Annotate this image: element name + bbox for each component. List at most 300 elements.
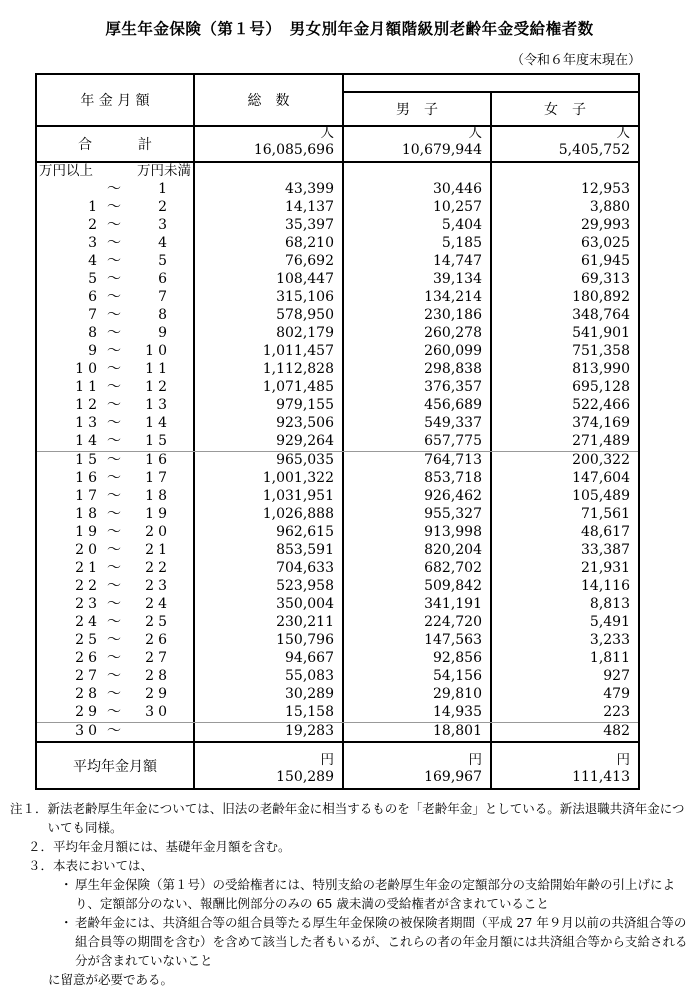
male-count-cell: 10,257 (344, 199, 492, 217)
male-count-cell: 298,838 (344, 361, 492, 379)
average-row-label: 平均年金月額 (37, 743, 195, 788)
total-count-cell: 76,692 (195, 253, 344, 271)
total-count-cell: 230,211 (195, 614, 344, 632)
female-count-cell: 105,489 (572, 488, 630, 504)
range-tilde: ～ (107, 668, 121, 684)
unit-persons: 人 (616, 125, 630, 141)
total-count-cell: 1,011,457 (195, 343, 344, 361)
range-cell (37, 488, 195, 506)
range-upper-value: 8 (158, 307, 171, 323)
range-tilde: ～ (107, 723, 121, 739)
range-tilde: ～ (107, 361, 121, 377)
range-tilde: ～ (107, 542, 121, 558)
table-row (37, 632, 638, 650)
table-row (37, 614, 638, 632)
table-row (37, 415, 638, 433)
range-lower-value: 6 (88, 289, 101, 305)
range-lower-value: 15 (75, 452, 101, 468)
range-lower-value: 16 (75, 470, 101, 486)
male-count-cell: 54,156 (344, 668, 492, 686)
range-tilde: ～ (107, 488, 121, 504)
male-count-cell: 92,856 (344, 650, 492, 668)
female-count-cell: 927 (603, 668, 630, 684)
female-count-cell: 223 (603, 704, 630, 720)
total-count-cell: 30,289 (195, 686, 344, 704)
table-row (37, 343, 638, 361)
range-data-block (37, 163, 638, 743)
footnote-3-bullet-1-text: 厚生年金保険（第１号）の受給権者には、特別支給の老齢厚生年金の定額部分の支給開始年齢の引上げにより、定額部分のない、報酬比例部分のみの 65 歳未満の受給権者が含まれていること (75, 877, 676, 911)
female-count-cell: 63,025 (581, 235, 630, 251)
unit-yen: 円 (320, 752, 334, 768)
range-upper-value: 11 (145, 361, 171, 377)
total-count-cell: 979,155 (195, 397, 344, 415)
female-count-cell: 479 (603, 686, 630, 702)
total-count-cell: 1,031,951 (195, 488, 344, 506)
female-count-cell: 180,892 (572, 289, 630, 305)
table-row (37, 704, 638, 722)
table-row (37, 596, 638, 614)
range-cell (37, 253, 195, 271)
male-count-cell: 5,185 (344, 235, 492, 253)
table-row (37, 578, 638, 596)
total-all-cell (195, 127, 344, 161)
footnote-3-bullet-2 (60, 913, 693, 970)
female-count-cell: 48,617 (581, 524, 630, 540)
range-cell (37, 704, 195, 722)
total-count-cell: 68,210 (195, 235, 344, 253)
range-upper-value: 23 (145, 578, 171, 594)
table-row (37, 361, 638, 379)
range-cell (37, 596, 195, 614)
total-count-cell: 150,796 (195, 632, 344, 650)
male-count-cell: 913,998 (344, 524, 492, 542)
total-count-cell: 15,158 (195, 704, 344, 722)
average-row (37, 743, 638, 788)
range-cell (37, 235, 195, 253)
table-row (37, 524, 638, 542)
total-count-cell: 523,958 (195, 578, 344, 596)
female-count-cell: 8,813 (589, 596, 630, 612)
female-count-cell: 14,116 (581, 578, 630, 594)
female-count-cell: 69,313 (581, 271, 630, 287)
total-female-cell (492, 127, 638, 161)
male-count-cell: 230,186 (344, 307, 492, 325)
range-lower-value: 17 (75, 488, 101, 504)
total-count-cell: 1,026,888 (195, 506, 344, 524)
header-gender-group (344, 75, 638, 125)
total-count-cell: 94,667 (195, 650, 344, 668)
total-count-cell: 1,001,322 (195, 470, 344, 488)
range-unit-upper-label: 万円未満 (137, 163, 191, 179)
male-count-cell: 29,810 (344, 686, 492, 704)
range-upper-value: 24 (145, 596, 171, 612)
range-upper-value: 21 (145, 542, 171, 558)
table-row (37, 542, 638, 560)
range-cell (37, 361, 195, 379)
range-cell (37, 181, 195, 199)
range-lower-value: 26 (75, 650, 101, 666)
table-row (37, 506, 638, 524)
range-tilde: ～ (107, 596, 121, 612)
male-count-cell: 549,337 (344, 415, 492, 433)
range-tilde: ～ (107, 452, 121, 468)
male-count-cell: 39,134 (344, 271, 492, 289)
grand-total-row (37, 127, 638, 163)
average-all-cell (195, 743, 344, 788)
female-count-cell: 5,491 (589, 614, 630, 630)
table-row (37, 181, 638, 199)
total-count-cell: 962,615 (195, 524, 344, 542)
range-cell (37, 578, 195, 596)
female-count-cell: 71,561 (581, 506, 630, 522)
table-row (37, 217, 638, 235)
range-tilde: ～ (107, 181, 121, 197)
table-row (37, 253, 638, 271)
range-tilde: ～ (107, 433, 121, 449)
range-upper-value: 2 (158, 199, 171, 215)
range-cell (37, 686, 195, 704)
range-cell (37, 343, 195, 361)
total-count-cell: 802,179 (195, 325, 344, 343)
male-count-cell: 14,747 (344, 253, 492, 271)
range-cell (37, 650, 195, 668)
range-cell (37, 668, 195, 686)
female-count-cell: 21,931 (581, 560, 630, 576)
range-tilde: ～ (107, 271, 121, 287)
total-count-cell: 929,264 (195, 433, 344, 451)
range-tilde: ～ (107, 470, 121, 486)
range-cell (37, 325, 195, 343)
female-count-cell: 12,953 (581, 181, 630, 197)
range-tilde: ～ (107, 379, 121, 395)
range-tilde: ～ (107, 632, 121, 648)
range-upper-value: 16 (145, 452, 171, 468)
range-upper-value: 14 (145, 415, 171, 431)
range-cell (37, 614, 195, 632)
range-upper-value: 19 (145, 506, 171, 522)
range-cell (37, 632, 195, 650)
range-tilde: ～ (107, 199, 121, 215)
range-lower-value: 22 (75, 578, 101, 594)
range-upper-value: 3 (158, 217, 171, 233)
range-tilde: ～ (107, 560, 121, 576)
range-lower-value: 30 (75, 723, 101, 739)
table-row (37, 488, 638, 506)
male-count-cell: 147,563 (344, 632, 492, 650)
male-count-cell: 376,357 (344, 379, 492, 397)
total-count-cell: 14,137 (195, 199, 344, 217)
female-count-cell: 522,466 (572, 397, 630, 413)
range-lower-value: 8 (88, 325, 101, 341)
range-cell (37, 506, 195, 524)
female-count-cell: 200,322 (572, 452, 630, 468)
range-cell (37, 723, 195, 741)
range-tilde: ～ (107, 650, 121, 666)
total-count-cell: 1,071,485 (195, 379, 344, 397)
table-header-row (37, 75, 638, 127)
total-all-value: 16,085,696 (253, 142, 334, 158)
total-count-cell: 853,591 (195, 542, 344, 560)
range-tilde: ～ (107, 578, 121, 594)
range-lower-value: 21 (75, 560, 101, 576)
table-row (37, 289, 638, 307)
female-count-cell: 813,990 (572, 361, 630, 377)
range-tilde: ～ (107, 307, 121, 323)
range-lower-value: 28 (75, 686, 101, 702)
average-female-cell (492, 743, 638, 788)
footnote-1-label: 注１． (10, 801, 48, 816)
range-lower-value: 9 (88, 343, 101, 359)
range-tilde: ～ (107, 235, 121, 251)
total-female-value: 5,405,752 (558, 142, 630, 158)
range-cell (37, 289, 195, 307)
footnote-2-text: 平均年金月額には、基礎年金月額を含む。 (53, 839, 291, 854)
range-lower-value: 5 (88, 271, 101, 287)
unit-persons: 人 (468, 125, 482, 141)
unit-yen: 円 (616, 752, 630, 768)
average-all-value: 150,289 (276, 769, 334, 785)
range-lower-value: 14 (75, 433, 101, 449)
average-male-value: 169,967 (424, 769, 482, 785)
range-cell (37, 217, 195, 235)
table-row (37, 451, 638, 470)
male-count-cell: 134,214 (344, 289, 492, 307)
footnote-3-bullet-1 (60, 875, 693, 913)
female-count-cell: 271,489 (572, 433, 630, 449)
table-row (37, 379, 638, 397)
range-tilde: ～ (107, 289, 121, 305)
table-row (37, 271, 638, 289)
total-count-cell: 350,004 (195, 596, 344, 614)
range-lower-value: 18 (75, 506, 101, 522)
table-row (37, 722, 638, 741)
male-count-cell: 224,720 (344, 614, 492, 632)
range-upper-value: 25 (145, 614, 171, 630)
female-count-cell: 1,811 (589, 650, 630, 666)
male-count-cell: 926,462 (344, 488, 492, 506)
footnote-3-label: ３． (28, 858, 54, 873)
range-upper-value: 6 (158, 271, 171, 287)
range-cell (37, 542, 195, 560)
unit-persons: 人 (320, 125, 334, 141)
range-upper-value: 20 (145, 524, 171, 540)
table-row (37, 397, 638, 415)
range-lower-value: 13 (75, 415, 101, 431)
range-lower-value: 29 (75, 704, 101, 720)
range-cell (37, 433, 195, 451)
total-row-label: 合 計 (37, 127, 195, 161)
range-cell (37, 379, 195, 397)
range-upper-value: 29 (145, 686, 171, 702)
range-upper-value: 13 (145, 397, 171, 413)
bullet-icon: ・ (60, 877, 73, 892)
male-count-cell: 260,099 (344, 343, 492, 361)
male-count-cell: 955,327 (344, 506, 492, 524)
range-tilde: ～ (107, 614, 121, 630)
range-upper-value: 28 (145, 668, 171, 684)
footnote-1 (10, 799, 693, 837)
female-count-cell: 374,169 (572, 415, 630, 431)
average-female-value: 111,413 (572, 769, 630, 785)
total-count-cell: 108,447 (195, 271, 344, 289)
range-upper-value: 12 (145, 379, 171, 395)
footnote-1-text: 新法老齢厚生年金については、旧法の老齢年金に相当するものを「老齢年金」としている。新法退職共済年金についても同様。 (47, 801, 685, 835)
range-upper-value: 4 (158, 235, 171, 251)
female-count-cell: 29,993 (581, 217, 630, 233)
range-unit-lower-label: 万円以上 (39, 163, 93, 179)
male-count-cell: 509,842 (344, 578, 492, 596)
header-pension-amount: 年 金 月 額 (37, 75, 195, 125)
range-lower-value: 19 (75, 524, 101, 540)
range-upper-value: 1 (158, 181, 171, 197)
female-count-cell: 541,901 (572, 325, 630, 341)
range-tilde: ～ (107, 397, 121, 413)
range-upper-value: 30 (145, 704, 171, 720)
table-rows (37, 181, 638, 741)
range-upper-value: 17 (145, 470, 171, 486)
table-row (37, 686, 638, 704)
total-male-value: 10,679,944 (401, 142, 482, 158)
table-row (37, 235, 638, 253)
female-count-cell: 33,387 (581, 542, 630, 558)
total-count-cell: 19,283 (195, 723, 344, 741)
average-male-cell (344, 743, 492, 788)
range-lower-value: 3 (88, 235, 101, 251)
range-lower-value: 25 (75, 632, 101, 648)
female-count-cell: 3,880 (589, 199, 630, 215)
range-lower-value: 1 (88, 199, 101, 215)
range-tilde: ～ (107, 524, 121, 540)
table-row (37, 668, 638, 686)
range-tilde: ～ (107, 506, 121, 522)
female-count-cell: 482 (603, 723, 630, 739)
female-count-cell: 61,945 (581, 253, 630, 269)
footnote-closing: に留意が必要である。 (48, 972, 174, 987)
range-upper-value: 18 (145, 488, 171, 504)
female-count-cell: 3,233 (589, 632, 630, 648)
range-lower-value: 27 (75, 668, 101, 684)
range-lower-value (37, 181, 101, 199)
range-upper-value: 9 (158, 325, 171, 341)
range-upper-value: 5 (158, 253, 171, 269)
header-gender-band (344, 75, 638, 93)
range-cell (37, 452, 195, 470)
range-lower-value: 7 (88, 307, 101, 323)
range-cell (37, 307, 195, 325)
range-upper-value: 22 (145, 560, 171, 576)
range-upper-value: 15 (145, 433, 171, 449)
range-upper-value: 26 (145, 632, 171, 648)
range-tilde: ～ (107, 217, 121, 233)
range-lower-value: 4 (88, 253, 101, 269)
female-count-cell: 695,128 (572, 379, 630, 395)
female-count-cell: 348,764 (572, 307, 630, 323)
total-count-cell: 43,399 (195, 181, 344, 199)
bullet-icon: ・ (60, 915, 73, 930)
footnote-3-bullet-2-text: 老齢年金には、共済組合等の組合員等たる厚生年金保険の被保険者期間（平成 27 年９月以前の共済組合等の組合員等の期間を含む）を含めて該当した者もいるが、これらの者の年金月額には共済組合等から支給される分が含まれていないこと (75, 915, 688, 968)
range-cell (37, 415, 195, 433)
range-upper-value (127, 723, 171, 741)
table-row (37, 470, 638, 488)
range-cell (37, 470, 195, 488)
range-unit-header-row (37, 163, 638, 181)
range-lower-value: 10 (75, 361, 101, 377)
range-cell (37, 199, 195, 217)
footnote-2 (28, 837, 693, 856)
male-count-cell: 657,775 (344, 433, 492, 451)
range-cell (37, 560, 195, 578)
total-count-cell: 704,633 (195, 560, 344, 578)
pension-table (35, 73, 640, 790)
total-male-cell (344, 127, 492, 161)
male-count-cell: 14,935 (344, 704, 492, 722)
male-count-cell: 764,713 (344, 452, 492, 470)
female-count-cell: 147,604 (572, 470, 630, 486)
table-row (37, 560, 638, 578)
range-lower-value: 20 (75, 542, 101, 558)
unit-yen: 円 (468, 752, 482, 768)
total-count-cell: 923,506 (195, 415, 344, 433)
range-lower-value: 11 (75, 379, 101, 395)
footnotes (10, 799, 693, 989)
range-tilde: ～ (107, 325, 121, 341)
range-tilde: ～ (107, 686, 121, 702)
male-count-cell: 820,204 (344, 542, 492, 560)
total-count-cell: 578,950 (195, 307, 344, 325)
range-lower-value: 23 (75, 596, 101, 612)
table-row (37, 307, 638, 325)
range-tilde: ～ (107, 415, 121, 431)
range-upper-value: 27 (145, 650, 171, 666)
male-count-cell: 682,702 (344, 560, 492, 578)
male-count-cell: 341,191 (344, 596, 492, 614)
total-count-cell: 315,106 (195, 289, 344, 307)
range-cell (37, 397, 195, 415)
male-count-cell: 853,718 (344, 470, 492, 488)
table-row (37, 650, 638, 668)
table-row (37, 433, 638, 451)
total-count-cell: 965,035 (195, 452, 344, 470)
page-title: 厚生年金保険（第１号） 男女別年金月額階級別老齢年金受給権者数 (105, 21, 594, 38)
range-lower-value: 24 (75, 614, 101, 630)
header-female: 女 子 (544, 102, 586, 118)
range-upper-value: 7 (158, 289, 171, 305)
footnote-3 (28, 856, 693, 875)
range-cell (37, 524, 195, 542)
range-tilde: ～ (107, 704, 121, 720)
male-count-cell: 260,278 (344, 325, 492, 343)
range-cell (37, 271, 195, 289)
male-count-cell: 30,446 (344, 181, 492, 199)
table-row (37, 325, 638, 343)
male-count-cell: 18,801 (344, 723, 492, 741)
range-lower-value: 12 (75, 397, 101, 413)
range-tilde: ～ (107, 343, 121, 359)
range-upper-value: 10 (145, 343, 171, 359)
footnote-2-label: ２． (28, 839, 54, 854)
male-count-cell: 456,689 (344, 397, 492, 415)
header-total: 総 数 (195, 75, 344, 125)
table-row (37, 199, 638, 217)
total-count-cell: 55,083 (195, 668, 344, 686)
report-date: （令和６年度末現在） (510, 53, 641, 68)
total-count-cell: 35,397 (195, 217, 344, 235)
range-lower-value: 2 (88, 217, 101, 233)
total-count-cell: 1,112,828 (195, 361, 344, 379)
male-count-cell: 5,404 (344, 217, 492, 235)
range-tilde: ～ (107, 253, 121, 269)
footnote-3-text: 本表においては、 (53, 858, 154, 873)
